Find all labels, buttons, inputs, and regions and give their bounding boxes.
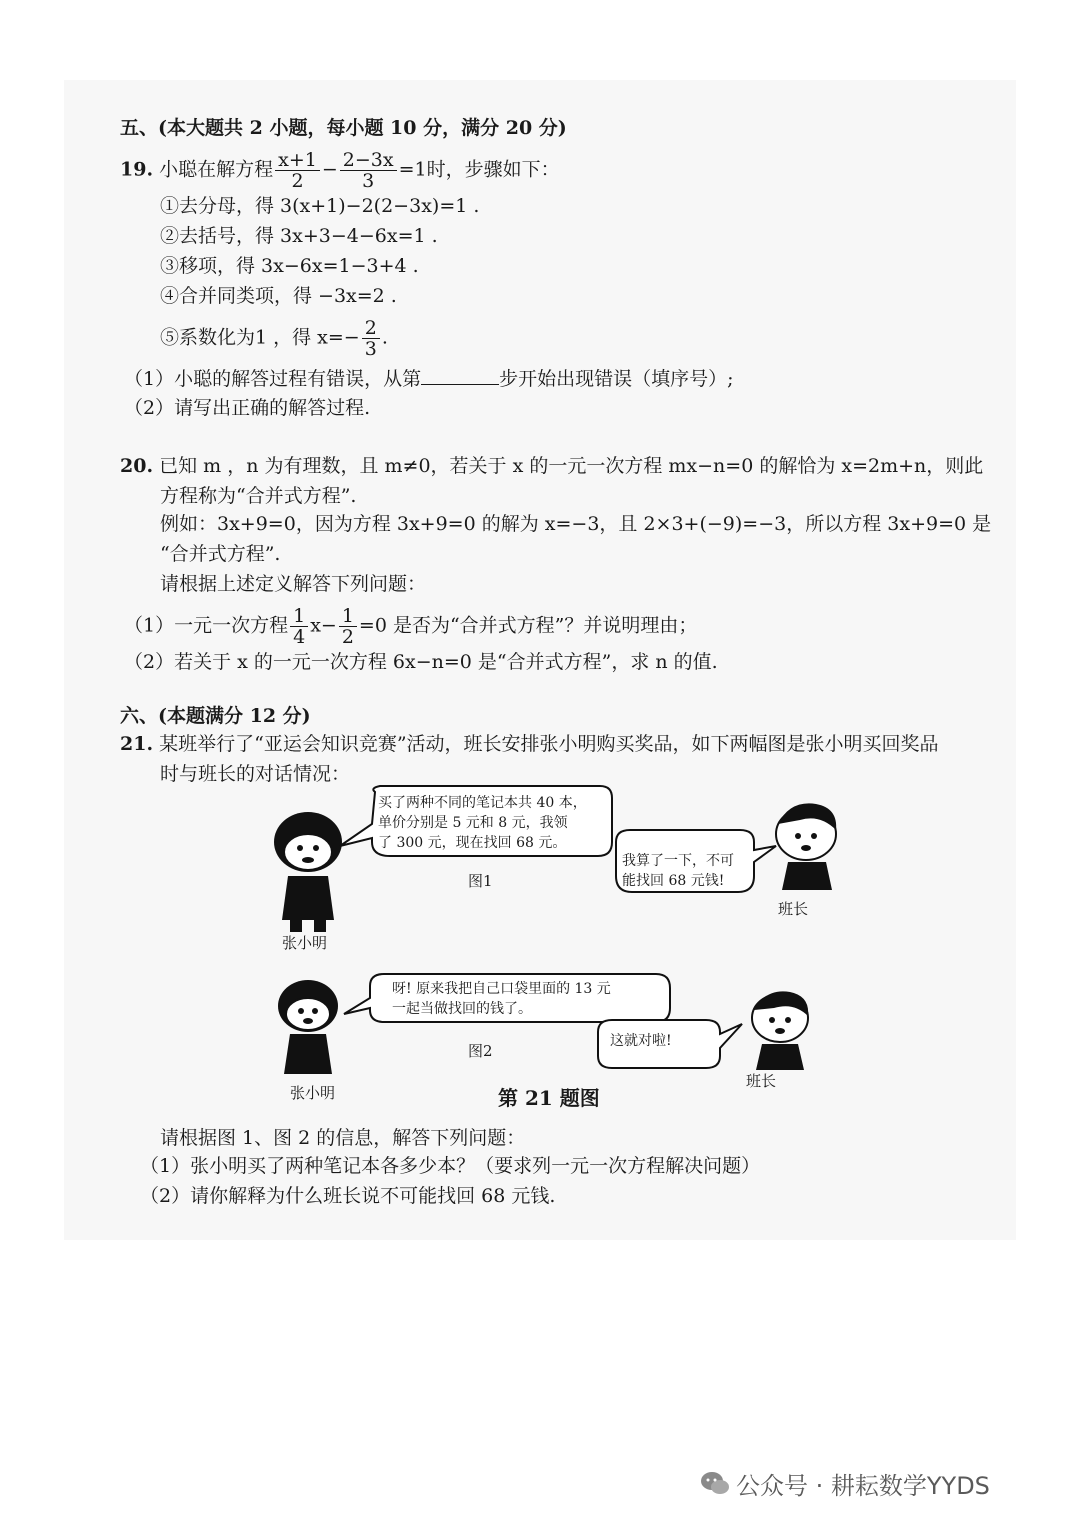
q21-line1-text: 某班举行了“亚运会知识竞赛”活动，班长安排张小明购买奖品，如下两幅图是张小明买回奖品	[159, 733, 939, 755]
q19-minus: −	[321, 158, 338, 181]
q21-line-1	[120, 732, 939, 756]
fig1-boy-bubble-line-2: 单价分别是 5 元和 8 元，我领	[378, 815, 568, 831]
q20-part1-text: （1）一元一次方程	[124, 614, 289, 637]
q20-part1-mid: x−	[310, 614, 337, 637]
section-6-heading: 六、(本题满分 12 分)	[120, 705, 311, 727]
q19-step-3: ③移项，得 3x−6x=1−3+4 .	[160, 255, 419, 277]
q19-frac1-numerator: x+1	[275, 150, 320, 171]
q19-intro	[120, 150, 560, 191]
fig1-girl-name: 班长	[778, 900, 809, 918]
fig1-boy-name: 张小明	[282, 934, 328, 952]
q19-part1-text: （1）小聪的解答过程有错误，从第	[124, 368, 422, 390]
fig1-girl-bubble-line-2: 能找回 68 元钱!	[622, 873, 725, 889]
q19-intro-text: 小聪在解方程	[159, 158, 274, 181]
q19-step5-numerator: 2	[362, 318, 380, 339]
q19-fraction-1	[275, 150, 320, 191]
fig2-boy-name: 张小明	[290, 1084, 336, 1102]
q19-step-4: ④合并同类项，得 −3x=2 .	[160, 285, 397, 307]
q19-answer-blank[interactable]	[421, 366, 499, 385]
fig2-boy-bubble-line-1: 呀! 原来我把自己口袋里面的 13 元	[392, 981, 611, 997]
q20-frac1-denominator: 4	[293, 626, 306, 648]
q21-part-2: （2）请你解释为什么班长说不可能找回 68 元钱.	[140, 1185, 556, 1207]
watermark-text: 公众号 · 耕耘数学YYDS	[736, 1472, 990, 1500]
q20-frac2-numerator: 1	[339, 606, 357, 627]
q19-frac2-denominator: 3	[362, 170, 375, 192]
q19-step5-text: ⑤系数化为1 ，得 x=−	[160, 326, 360, 349]
q20-part-2: （2）若关于 x 的一元一次方程 6x−n=0 是“合并式方程”，求 n 的值.	[124, 651, 718, 673]
wechat-icon	[700, 1470, 730, 1496]
fig1-boy-bubble-line-3: 了 300 元，现在找回 68 元。	[378, 835, 567, 851]
q21-figure-title: 第 21 题图	[498, 1086, 600, 1110]
q21-line-2: 时与班长的对话情况：	[160, 763, 351, 785]
q19-part-1	[124, 366, 734, 391]
q19-frac2-numerator: 2−3x	[340, 150, 397, 171]
q20-number: 20.	[120, 455, 154, 477]
q20-line-2: 方程称为“合并式方程”.	[160, 485, 357, 507]
fig2-girl-name: 班长	[746, 1072, 777, 1090]
q21-part-1: （1）张小明买了两种笔记本各多少本？（要求列一元一次方程解决问题）	[140, 1155, 761, 1177]
q19-part-2: （2）请写出正确的解答过程.	[124, 397, 371, 419]
q20-frac2-denominator: 2	[341, 626, 354, 648]
q20-line-3: 例如：3x+9=0，因为方程 3x+9=0 的解为 x=−3，且 2×3+(−9)=−3，所以方程 3x+9=0 是	[160, 513, 992, 535]
girl-cartoon-icon	[776, 803, 836, 890]
q20-part1-end: =0 是否为“合并式方程”？并说明理由；	[358, 614, 698, 637]
fig1-girl-bubble-line-1: 我算了一下，不可	[622, 853, 734, 869]
q19-fraction-2	[340, 150, 397, 191]
q19-intro-end: =1时，步骤如下：	[398, 158, 560, 181]
q20-frac1-numerator: 1	[290, 606, 308, 627]
fig1-caption: 图1	[468, 872, 493, 890]
q21-line-3: 请根据图 1、图 2 的信息，解答下列问题：	[160, 1127, 526, 1149]
fig2-girl-bubble-line-1: 这就对啦!	[610, 1033, 672, 1049]
q19-step-1: ①去分母，得 3(x+1)−2(2−3x)=1 .	[160, 195, 480, 217]
fig1-boy-bubble-line-1: 买了两种不同的笔记本共 40 本，	[378, 795, 587, 811]
fig2-boy-bubble-line-2: 一起当做找回的钱了。	[392, 1001, 532, 1017]
q19-step5-end: .	[381, 326, 388, 349]
q20-fraction-2	[339, 606, 357, 647]
boy-cartoon-icon	[278, 980, 338, 1074]
q20-line-5: 请根据上述定义解答下列问题：	[160, 573, 427, 595]
q19-frac1-denominator: 2	[291, 170, 304, 192]
q21-number: 21.	[120, 733, 154, 755]
q19-step-2: ②去括号，得 3x+3−4−6x=1 .	[160, 225, 438, 247]
girl-cartoon-icon	[752, 991, 808, 1070]
q20-line-4: “合并式方程”.	[160, 543, 281, 565]
boy-cartoon-icon	[274, 812, 342, 932]
q20-fraction-1	[290, 606, 308, 647]
q19-step5-denominator: 3	[364, 338, 377, 360]
q20-line1-text: 已知 m ，n 为有理数，且 m≠0，若关于 x 的一元一次方程 mx−n=0 的解恰为 x=2m+n，则此	[159, 455, 984, 477]
q19-part1-end: 步开始出现错误（填序号）;	[499, 368, 734, 390]
section-5-heading: 五、(本大题共 2 小题，每小题 10 分，满分 20 分)	[120, 117, 567, 139]
q19-step5-fraction	[362, 318, 380, 359]
fig2-caption: 图2	[468, 1042, 493, 1060]
q20-line-1	[120, 454, 983, 478]
q19-step-5	[160, 318, 388, 359]
q20-part-1	[124, 606, 697, 647]
q19-number: 19.	[120, 158, 154, 181]
